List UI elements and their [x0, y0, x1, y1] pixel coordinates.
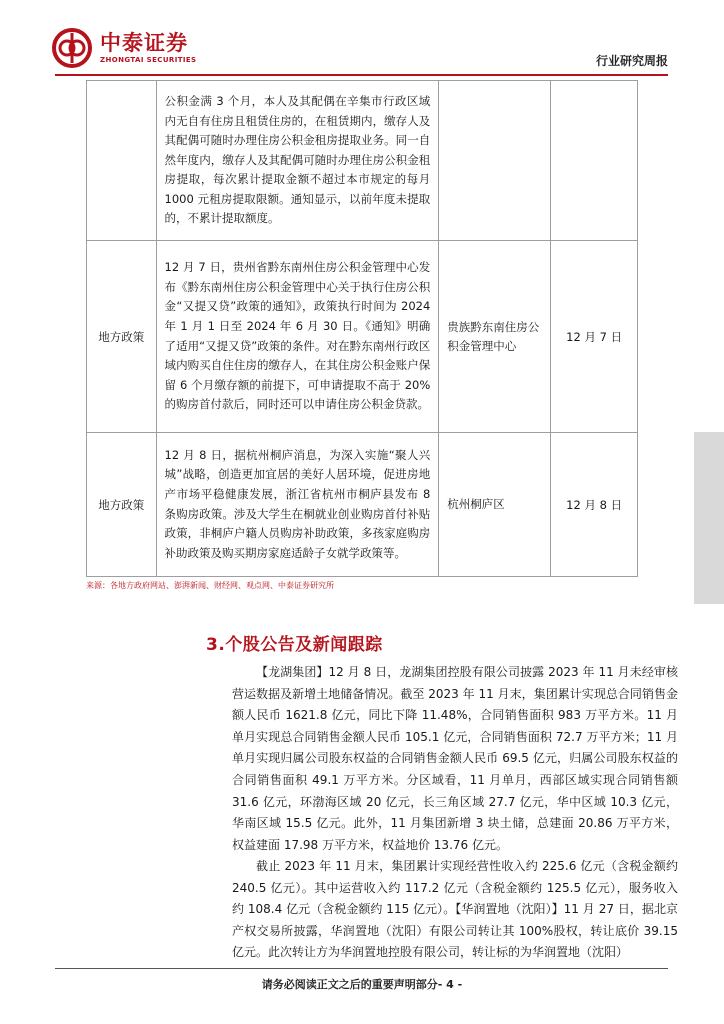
table-cell-date: 12 月 8 日 [551, 433, 638, 577]
table-cell-content: 12 月 8 日，据杭州桐庐消息，为深入实施“聚人兴城”战略，创造更加宜居的美好人居环境，促进房地产市场平稳健康发展，浙江省杭州市桐庐县发布 8 条购房政策。涉及大学生在桐就业创业购房首付补贴政策，非桐庐户籍人员购房补助政策，多孩家庭购房补助政策及购买期房家庭适龄子女就学政策等。 [156, 433, 439, 577]
table-cell-category: 地方政策 [87, 241, 157, 433]
table-cell-date [551, 81, 638, 241]
table-cell-content: 12 月 7 日，贵州省黔东南州住房公积金管理中心发布《黔东南州住房公积金管理中心关于执行住房公积金“又提又贷”政策的通知》，政策执行时间为 2024 年 1 月 1 日至 2024 年 6 月 30 日。《通知》明确了适用“又提又贷”政策的条件。对在黔东南州行政区域内购买自住住房的缴存人，在其住房公积金账户保留 6 个月缴存额的前提下，可申请提取不高于 20%的购房首付款后，同时还可以申请住房公积金贷款。 [156, 241, 439, 433]
table-row [87, 433, 638, 577]
table-cell-content: 公积金满 3 个月，本人及其配偶在辛集市行政区域内无自有住房且租赁住房的，在租赁期内，缴存人及其配偶可随时办理住房公积金租房提取业务。同一自然年度内，缴存人及其配偶可随时办理住房公积金租房提取，每次累计提取金额不超过本市规定的每月 1000 元租房提取限额。通知显示，以前年度未提取的，不累计提取额度。 [156, 81, 439, 241]
table-row [87, 81, 638, 241]
table-cell-category [87, 81, 157, 241]
page-header [0, 0, 724, 80]
table-cell-category: 地方政策 [87, 433, 157, 577]
header-divider [55, 74, 668, 76]
footer-divider [55, 968, 668, 969]
table-cell-issuer: 贵族黔东南住房公积金管理中心 [439, 241, 551, 433]
paragraph-text: 【龙湖集团】12 月 8 日，龙湖集团控股有限公司披露 2023 年 11 月未经审核营运数据及新增土地储备情况。截至 2023 年 11 月末，集团累计实现总合同销售金额人民币 1621.8 亿元，同比下降 11.48%，合同销售面积 983 万平方米。11 月单月实现总合同销售金额人民币 105.1 亿元，合同销售面积 72.7 万平方米；11 月单月实现归属公司股东权益的合同销售金额人民币 69.5 亿元，归属公司股东权益的合同销售面积 49.1 万平方米。分区域看，11 月单月，西部区域实现合同销售额 31.6 亿元，环渤海区域 20 亿元，长三角区域 27.7 亿元，华中区域 10.3 亿元，华南区域 15.5 亿元。此外，11 月集团新增 3 块土储，总建面 20.86 万平方米，权益建面 17.98 万平方米，权益地价 13.76 亿元。 [232, 665, 678, 852]
paragraph-longfor [232, 662, 678, 856]
report-type-label: 行业研究周报 [595, 54, 668, 68]
paragraph-revenue [232, 856, 678, 964]
policy-table [86, 80, 638, 577]
table-cell-issuer [439, 81, 551, 241]
table-row [87, 241, 638, 433]
table-source-note: 来源：各地方政府网站、澎湃新闻、财经网、观点网、中泰证券研究所 [86, 581, 334, 590]
side-tab-marker [694, 432, 724, 604]
paragraph-text: 截止 2023 年 11 月末，集团累计实现经营性收入约 225.6 亿元（含税金额约 240.5 亿元）。其中运营收入约 117.2 亿元（含税金额约 125.5 亿元），服务收入约 108.4 亿元（含税金额约 115 亿元）。【华润置地（沈阳）】11 月 27 日，据北京产权交易所披露，华润置地（沈阳）有限公司转让其 100%股权，转让底价 39.15 亿元。此次转让方为华润置地控股有限公司，转让标的为华润置地（沈阳） [232, 859, 678, 960]
table-cell-issuer: 杭州桐庐区 [439, 433, 551, 577]
table-cell-date: 12 月 7 日 [551, 241, 638, 433]
brand-name-cn: 中泰证券 [100, 31, 188, 55]
page-footer: 请务必阅读正文之后的重要声明部分- 4 - [261, 978, 463, 991]
brand-name-en: ZHONGTAI SECURITIES [100, 56, 197, 64]
zhongtai-logo-icon [52, 28, 92, 68]
company-logo [52, 28, 197, 68]
section-title: 3.个股公告及新闻跟踪 [206, 635, 383, 655]
